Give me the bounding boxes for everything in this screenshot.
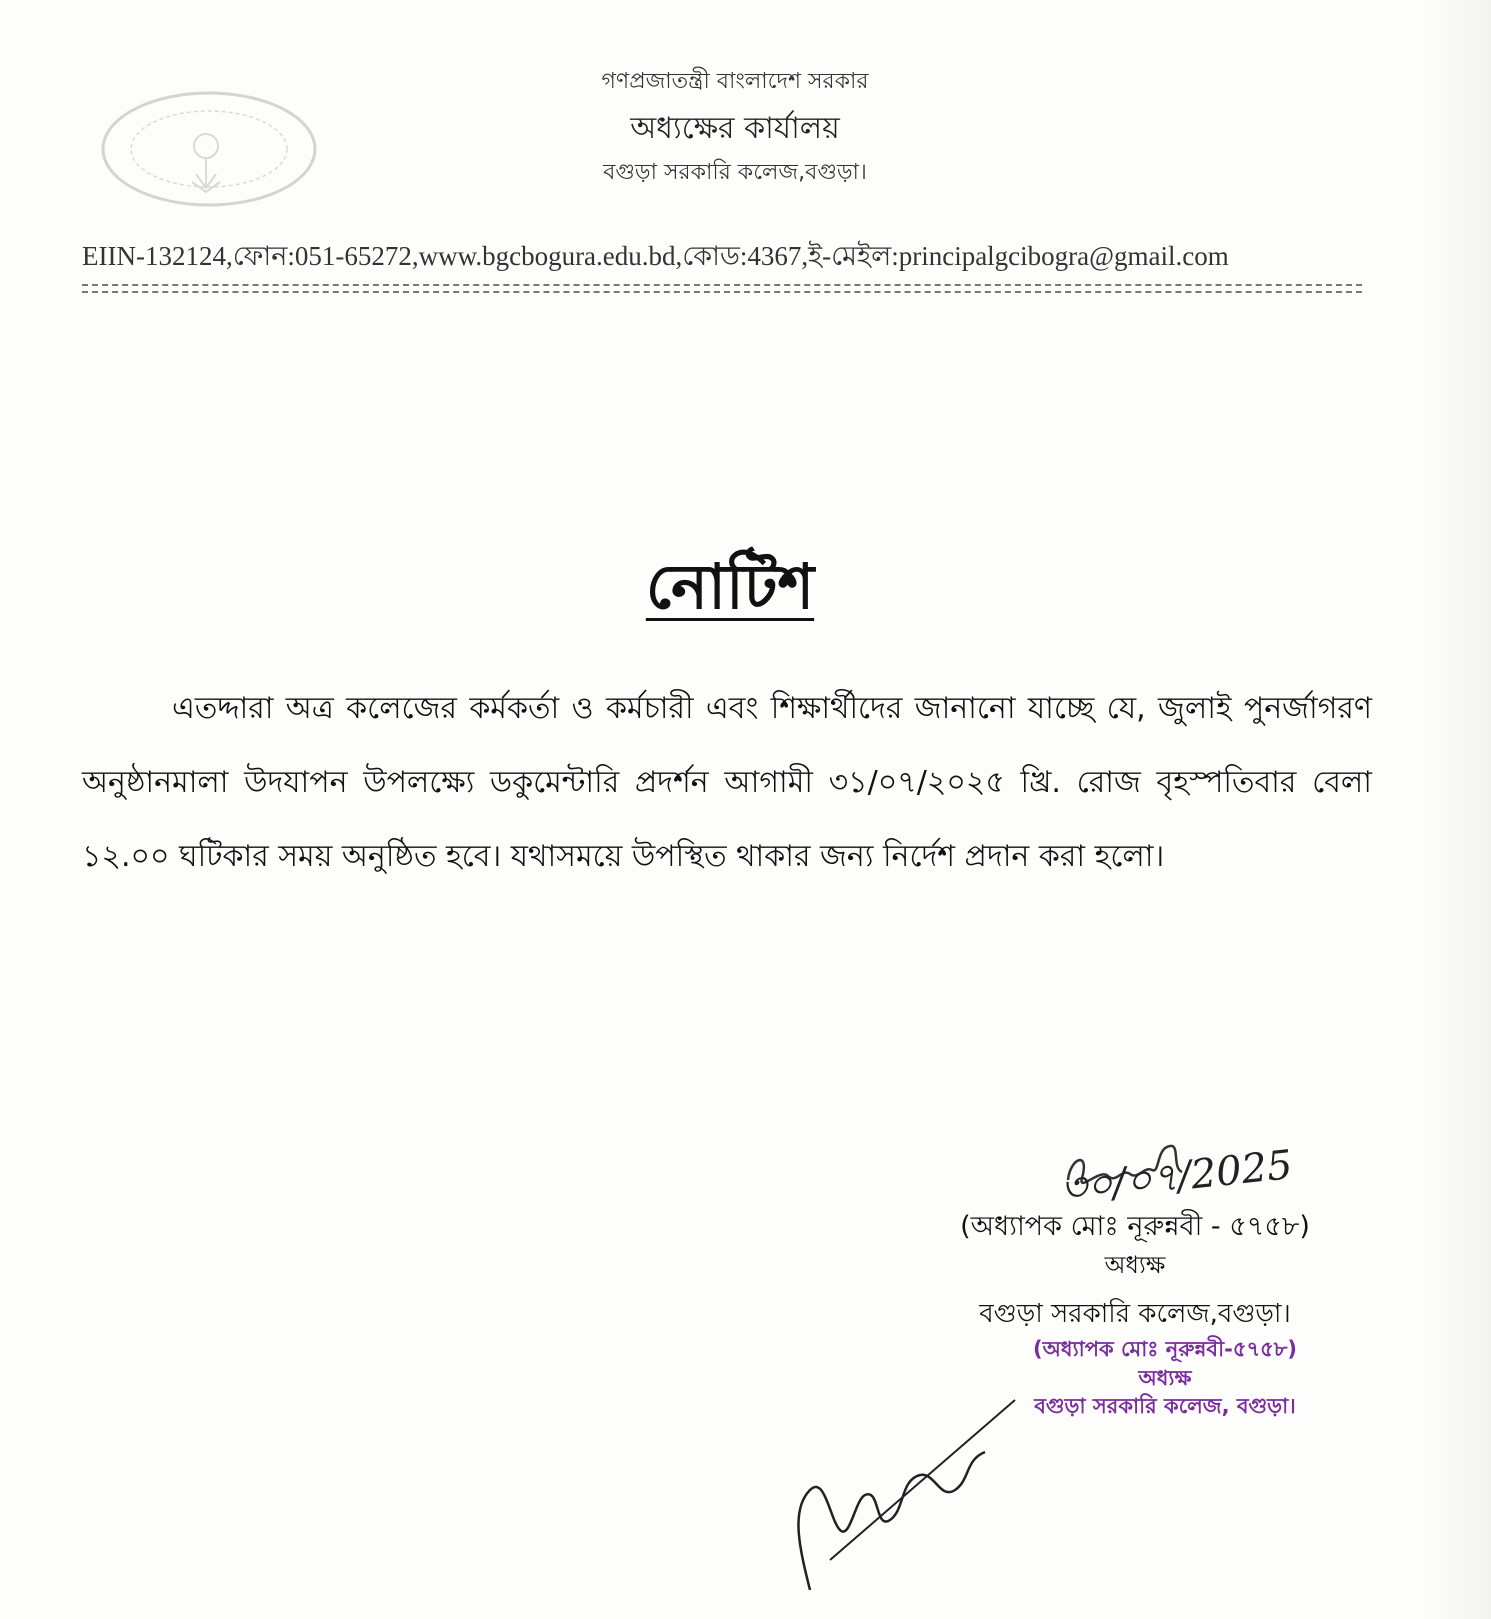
signatory-college: বগুড়া সরকারি কলেজ,বগুড়া।	[979, 1299, 1291, 1329]
stamp-title: অধ্যক্ষ	[1138, 1366, 1192, 1390]
notice-title: নোটিশ	[645, 550, 815, 623]
stamp-college: বগুড়া সরকারি কলেজ, বগুড়া।	[1034, 1394, 1296, 1418]
signature-date: ৩০/০৭/2025	[1058, 1142, 1295, 1213]
college-name: বগুড়া সরকারি কলেজ,বগুড়া।	[603, 160, 867, 185]
signatory-name: (অধ্যাপক মোঃ নূরুন্নবী - ৫৭৫৮)	[960, 1211, 1310, 1242]
government-name: গণপ্রজাতন্ত্রী বাংলাদেশ সরকার	[601, 69, 869, 94]
stamp-name: (অধ্যাপক মোঃ নূরুন্নবী-৫৭৫৮)	[1033, 1337, 1297, 1361]
college-seal-icon	[98, 88, 320, 210]
header-divider	[82, 282, 1362, 296]
notice-body: এতদ্দারা অত্র কলেজের কর্মকর্তা ও কর্মচারী এবং শিক্ষার্থীদের জানানো যাচ্ছে যে, জুলাই পুনর্জাগরণ অনুষ্ঠানমালা উদযাপন উপলক্ষ্যে ডকুমেন্টারি প্রদর্শন আগামী ৩১/০৭/২০২৫ খ্রি. রোজ বৃহস্পতিবার বেলা ১২.০০ ঘটিকার সময় অনুষ্ঠিত হবে। যথাসময়ে উপস্থিত থাকার জন্য নির্দেশ প্রদান করা হলো।	[82, 691, 1372, 874]
office-name: অধ্যক্ষের কার্যালয়	[630, 111, 840, 146]
scan-edge	[1421, 0, 1491, 1619]
signatory-title: অধ্যক্ষ	[1104, 1251, 1166, 1279]
initials-scrawl	[770, 1380, 1030, 1600]
contact-info: EIIN-132124,ফোন:051-65272,www.bgcbogura.edu.bd,কোড:4367,ই-মেইল:principalgcibogra@gmail.com	[82, 241, 1229, 271]
